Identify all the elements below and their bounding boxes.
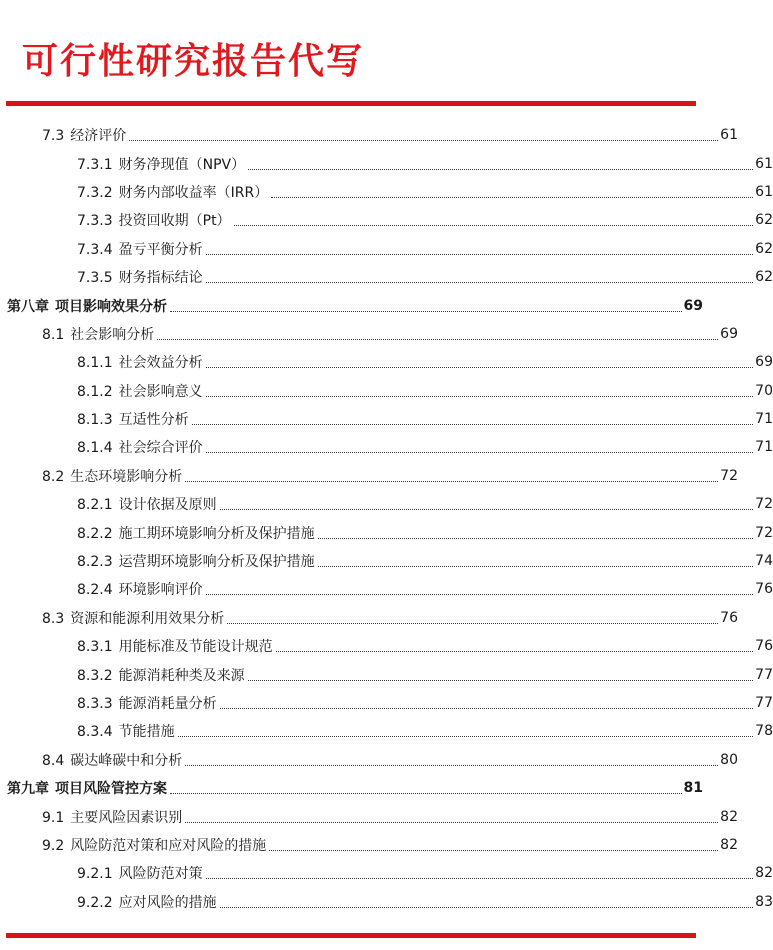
toc-page-number: 62 [755,212,773,229]
toc-entry[interactable] [0,206,773,234]
toc-entry-title: 应对风险的措施 [118,894,217,911]
toc-page-number: 62 [755,240,773,257]
toc-page-number: 82 [755,865,773,882]
toc-entry-number: 7.3.4 [77,241,113,258]
bottom-red-rule [6,933,696,938]
toc-page-number: 71 [755,439,773,456]
toc-dot-leader [227,622,718,624]
toc-page-number: 76 [755,638,773,655]
toc-entry[interactable] [0,888,773,916]
toc-entry-label [77,551,315,571]
toc-entry-label [77,693,217,713]
toc-entry-number: 8.1.3 [77,412,113,429]
toc-entry-number: 7.3 [42,128,65,145]
toc-entry[interactable] [0,121,738,149]
top-red-rule [6,101,696,106]
toc-entry-title: 环境影响评价 [118,582,203,599]
toc-entry-label [42,835,266,855]
toc-entry[interactable] [0,575,773,603]
toc-entry-label [77,154,245,174]
toc-entry[interactable] [0,547,773,575]
toc-entry-number: 9.2.2 [77,894,113,911]
toc-page-number: 77 [755,695,773,711]
toc-dot-leader [271,196,753,198]
toc-entry-label [77,494,217,514]
toc-entry-number: 8.2.3 [77,554,113,571]
toc-entry[interactable] [0,859,773,887]
toc-entry[interactable] [0,178,773,206]
toc-dot-leader [248,679,754,681]
toc-entry-number: 8.1.1 [77,355,113,372]
toc-entry-number: 7.3.2 [77,184,113,201]
toc-page-number: 61 [755,155,773,172]
toc-page-number: 69 [683,297,703,314]
toc-entry-number: 8.1.2 [77,383,113,400]
toc-entry-title: 风险防范对策 [118,866,203,883]
toc-entry-number: 9.2.1 [77,866,113,883]
toc-entry-number: 7.3.1 [77,156,113,173]
toc-entry-number: 8.3.4 [77,724,113,741]
toc-entry-number: 8.2.1 [77,497,113,514]
toc-entry-title: 社会综合评价 [118,440,203,457]
toc-dot-leader [220,707,754,709]
toc-entry-title: 社会影响分析 [70,326,155,343]
toc-entry[interactable] [0,433,773,461]
toc-dot-leader [129,139,718,141]
toc-entry-title: 财务净现值（NPV） [118,156,246,173]
toc-entry-number: 7.3.5 [77,270,113,287]
toc-page-number: 69 [720,325,738,342]
toc-entry-number: 8.3.1 [77,639,113,656]
toc-entry-title: 盈亏平衡分析 [118,241,203,258]
toc-entry-title: 财务指标结论 [118,270,203,287]
toc-entry-label [42,324,154,344]
toc-dot-leader [170,792,682,794]
toc-entry[interactable] [0,235,773,263]
toc-dot-leader [248,168,753,170]
toc-entry-title: 社会效益分析 [118,355,203,372]
toc-dot-leader [276,650,754,652]
toc-page-number: 76 [720,609,738,626]
toc-page-number: 76 [755,581,773,598]
toc-dot-leader [206,451,754,453]
toc-entry-number: 8.2 [42,468,65,485]
toc-entry-title: 设计依据及原则 [118,497,217,514]
toc-entry-title: 节能措施 [118,724,175,741]
toc-entry[interactable] [0,291,703,319]
toc-dot-leader [206,253,754,255]
toc-entry-label [77,665,245,685]
toc-entry-title: 生态环境影响分析 [70,468,183,485]
toc-dot-leader [220,906,754,908]
toc-entry-title: 项目风险管控方案 [55,781,167,798]
toc-entry-label [42,807,182,827]
toc-entry-number: 第九章 [7,781,49,798]
toc-entry-label [77,210,231,230]
toc-entry-title: 运营期环境影响分析及保护措施 [118,554,315,571]
toc-dot-leader [234,224,754,226]
toc-entry[interactable] [0,831,738,859]
toc-dot-leader [157,338,718,340]
toc-dot-leader [269,849,718,851]
toc-page-number: 61 [755,183,773,200]
toc-dot-leader [206,366,754,368]
toc-entry-number: 8.2.4 [77,582,113,599]
toc-entry-number: 8.2.2 [77,525,113,542]
toc-dot-leader [206,877,754,879]
toc-entry-title: 施工期环境影响分析及保护措施 [118,525,315,542]
toc-entry-title: 社会影响意义 [118,383,203,400]
toc-entry[interactable] [0,802,738,830]
toc-entry-title: 主要风险因素识别 [70,809,183,826]
toc-entry-label [77,409,189,429]
toc-page-number: 83 [755,893,773,910]
toc-entry[interactable] [0,518,773,546]
toc-page-number: 82 [720,836,738,853]
toc-entry-label [77,892,217,912]
toc-dot-leader [220,508,754,510]
toc-entry-title: 财务内部收益率（IRR） [118,184,269,201]
toc-page-number: 62 [755,269,773,286]
toc-entry-title: 互适性分析 [118,412,189,429]
toc-entry-number: 9.2 [42,837,65,854]
toc-entry-label [7,778,167,798]
toc-entry-title: 能源消耗种类及来源 [118,667,245,684]
toc-dot-leader [170,310,682,312]
toc-entry[interactable] [0,149,773,177]
toc-dot-leader [185,821,718,823]
toc-dot-leader [178,735,754,737]
toc-page-number: 74 [755,553,773,570]
toc-entry[interactable] [0,377,773,405]
toc-entry-label [77,437,203,457]
toc-page-number: 81 [683,780,703,797]
toc-entry-label [77,579,203,599]
toc-page-number: 70 [755,382,773,399]
toc-entry[interactable] [0,405,773,433]
toc-entry-label [77,721,175,741]
toc-page-number: 72 [755,496,773,513]
toc-entry[interactable] [0,632,773,660]
toc-page-number: 77 [755,666,773,683]
toc-entry-label [42,125,126,145]
toc-entry-label [77,182,268,202]
toc-entry-label [77,352,203,372]
toc-page-number: 72 [755,524,773,541]
toc-dot-leader [318,565,754,567]
toc-entry-title: 项目影响效果分析 [55,298,167,315]
toc-entry[interactable] [0,689,773,717]
toc-page-number: 82 [720,808,738,825]
toc-entry[interactable] [0,660,773,688]
toc-dot-leader [206,281,754,283]
toc-page-number: 72 [720,467,738,484]
toc-entry-number: 8.4 [42,752,65,769]
toc-dot-leader [206,593,754,595]
toc-entry-label [77,523,315,543]
toc-entry-title: 投资回收期（Pt） [118,213,231,230]
toc-entry-title: 能源消耗量分析 [118,696,217,712]
toc-entry-number: 第八章 [7,298,49,315]
toc-entry-title: 风险防范对策和应对风险的措施 [70,837,267,854]
toc-entry-title: 经济评价 [70,128,127,145]
toc-entry-number: 8.1 [42,326,65,343]
toc-entry[interactable] [0,774,703,802]
toc-entry-number: 8.3.2 [77,667,113,684]
toc-page-number: 61 [720,127,738,144]
toc-entry-label [77,239,203,259]
toc-entry-title: 碳达峰碳中和分析 [70,752,183,769]
toc-entry-label [42,750,182,770]
toc-entry[interactable] [0,490,773,518]
toc-entry-label [77,863,203,883]
toc-entry[interactable] [0,263,773,291]
toc-entry-label [42,466,182,486]
toc-entry[interactable] [0,462,738,490]
document-title: 可行性研究报告代写 [22,41,365,82]
toc-entry-number: 9.1 [42,809,65,826]
toc-entry-title: 用能标准及节能设计规范 [118,639,273,656]
toc-entry-number: 8.3.3 [77,696,113,712]
table-of-contents [0,121,773,916]
toc-entry[interactable] [0,746,738,774]
toc-page-number: 80 [720,751,738,768]
toc-entry-number: 7.3.3 [77,213,113,230]
toc-entry[interactable] [0,604,738,632]
toc-page-number: 69 [755,354,773,371]
toc-dot-leader [206,395,754,397]
toc-entry-label [42,608,224,628]
toc-entry-number: 8.3 [42,610,65,627]
toc-entry[interactable] [0,320,738,348]
toc-dot-leader [192,423,754,425]
toc-entry-label [77,636,273,656]
toc-dot-leader [318,537,754,539]
toc-entry-number: 8.1.4 [77,440,113,457]
toc-dot-leader [185,764,718,766]
toc-entry-title: 资源和能源利用效果分析 [70,610,225,627]
toc-dot-leader [185,480,718,482]
toc-entry[interactable] [0,717,773,745]
toc-page-number: 78 [755,723,773,740]
toc-page-number: 71 [755,411,773,428]
toc-entry-label [7,296,167,316]
toc-entry-label [77,267,203,287]
toc-entry[interactable] [0,348,773,376]
toc-entry-label [77,381,203,401]
